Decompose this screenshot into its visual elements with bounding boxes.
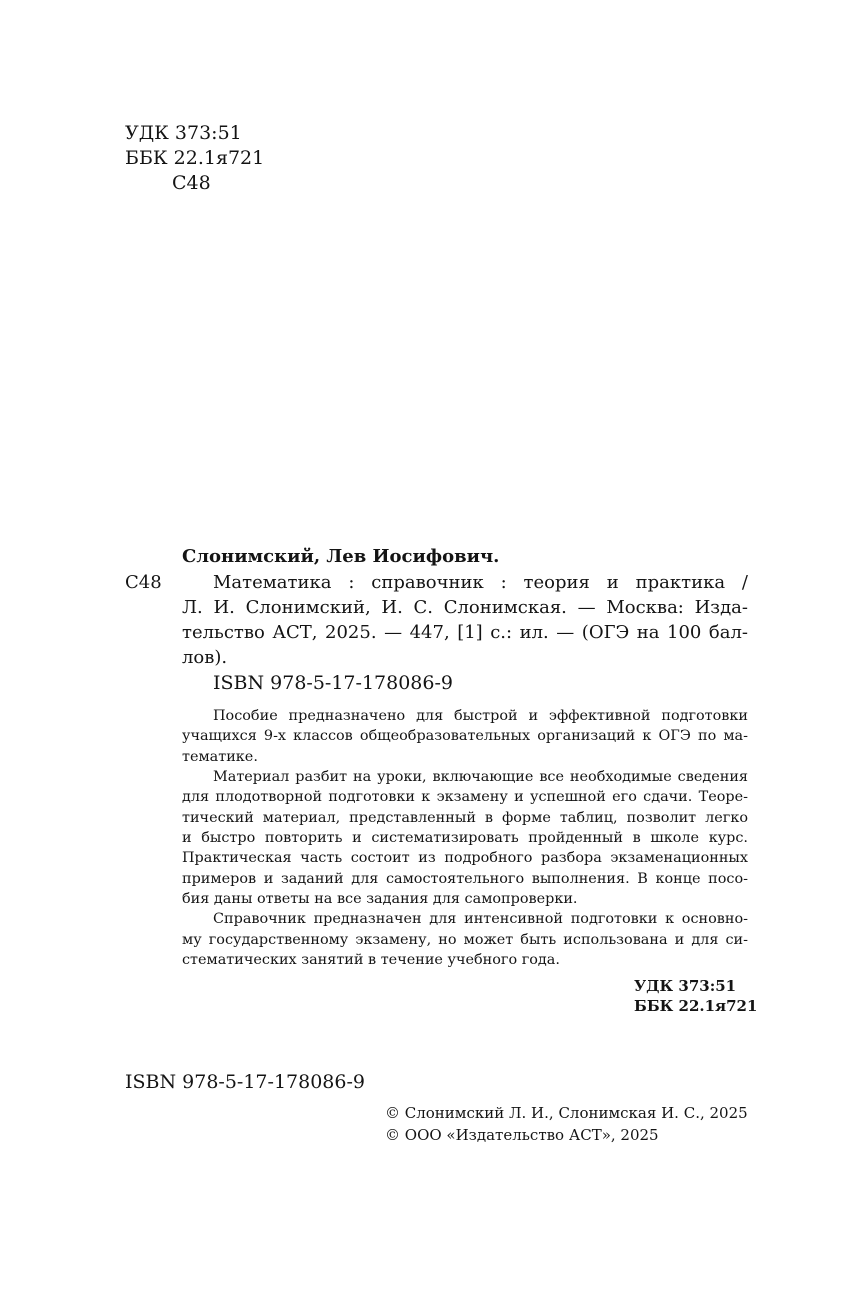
footer-isbn: ISBN 978-5-17-178086-9 <box>125 1071 365 1093</box>
annotation-line: Практическая часть состоит из подробного разбора экзаменационных <box>182 850 748 866</box>
annotation-line: и быстро повторить и систематизировать пройденный в школе курс. <box>182 830 748 846</box>
annotation-line: Справочник предназначен для интенсивной подготовки к основно- <box>213 911 748 927</box>
annotation-line: для плодотворной подготовки к экзамену и успешной его сдачи. Теоре- <box>182 789 748 805</box>
annotation-line: стематических занятий в течение учебного года. <box>182 952 560 968</box>
annotation-line: бия даны ответы на все задания для самопроверки. <box>182 891 578 907</box>
copyright-line: © Слонимский Л. И., Слонимская И. С., 2025 <box>385 1104 748 1122</box>
right-bbk-code: ББК 22.1я721 <box>634 997 758 1015</box>
entry-line: Математика : справочник : теория и практика / <box>213 572 748 593</box>
entry-author-sign: С48 <box>125 572 162 593</box>
annotation-line: тический материал, представленный в форме таблиц, позволит легко <box>182 810 748 826</box>
annotation-line: примеров и заданий для самостоятельного выполнения. В конце посо- <box>182 871 748 887</box>
annotation-line: тематике. <box>182 749 258 765</box>
annotation-line: Пособие предназначено для быстрой и эффективной подготовки <box>213 708 748 724</box>
annotation-line: учащихся 9-х классов общеобразовательных организаций к ОГЭ по ма- <box>182 728 748 744</box>
annotation-line: му государственному экзамену, но может быть использована и для си- <box>182 932 748 948</box>
author-heading: Слонимский, Лев Иосифович. <box>182 546 500 567</box>
bbk-code: ББК 22.1я721 <box>125 147 265 169</box>
entry-line: лов). <box>182 647 228 668</box>
annotation-line: Материал разбит на уроки, включающие все необходимые сведения <box>213 769 748 785</box>
right-udk-code: УДК 373:51 <box>634 977 737 995</box>
entry-line: Л. И. Слонимский, И. С. Слонимская. — Москва: Изда- <box>182 597 748 618</box>
entry-line: тельство АСТ, 2025. — 447, [1] с.: ил. — (ОГЭ на 100 бал- <box>182 622 748 643</box>
copyright-line: © ООО «Издательство АСТ», 2025 <box>385 1126 659 1144</box>
udk-code: УДК 373:51 <box>125 122 242 144</box>
entry-isbn: ISBN 978-5-17-178086-9 <box>213 672 453 694</box>
author-sign: С48 <box>172 172 211 194</box>
